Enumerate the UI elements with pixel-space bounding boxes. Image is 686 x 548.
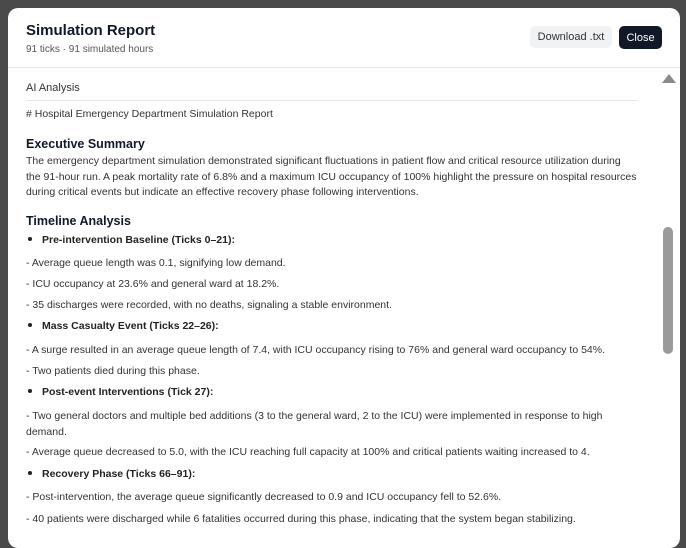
report-modal <box>8 8 680 548</box>
bullet-icon <box>28 389 32 393</box>
phase-line: - Average queue decreased to 5.0, with the ICU reaching full capacity at 100% and critical patients waiting increased to 4. <box>26 446 590 458</box>
phase-line: - A surge resulted in an average queue length of 7.4, with ICU occupancy rising to 76% and general ward occupancy to 54%. <box>26 344 606 356</box>
markdown-title: # Hospital Emergency Department Simulation Report <box>26 108 273 120</box>
download-txt-button[interactable]: Download .txt <box>530 26 612 48</box>
phase-line: - Two patients died during this phase. <box>26 365 200 377</box>
report-content <box>26 68 641 548</box>
phase-line: - Two general doctors and multiple bed additions (3 to the general ward, 2 to the ICU) were implemented in response to high demand. <box>26 410 603 438</box>
bullet-icon <box>28 323 32 327</box>
bullet-icon <box>28 471 32 475</box>
phase-title-text: Mass Casualty Event (Ticks 22–26): <box>42 320 219 332</box>
phase-title-text: Recovery Phase (Ticks 66–91): <box>42 468 196 480</box>
phase-line: - ICU occupancy at 23.6% and general ward at 18.2%. <box>26 278 280 290</box>
section-label: AI Analysis <box>26 82 638 101</box>
phase-line: - 40 patients were discharged while 6 fatalities occurred during this phase, indicating that the system began stabilizing. <box>26 513 576 525</box>
executive-summary-text: The emergency department simulation demonstrated significant fluctuations in patient flow and critical resource utilization during the 91-hour run. A peak mortality rate of 6.8% and a maximum ICU occupancy of 100% highlight the pressure on hospital resources during critical events but indicate an effective recovery phase following interventions. <box>26 155 637 198</box>
scroll-up-arrow-icon[interactable] <box>662 74 676 83</box>
modal-title: Simulation Report <box>26 22 156 39</box>
bullet-icon <box>28 237 32 241</box>
modal-header <box>8 8 680 68</box>
phase-line: - Average queue length was 0.1, signifying low demand. <box>26 257 286 269</box>
scrollbar-thumb[interactable] <box>663 227 673 354</box>
phase-title <box>26 468 195 480</box>
phase-title-text: Pre-intervention Baseline (Ticks 0–21): <box>42 234 235 246</box>
phase-title <box>26 234 235 246</box>
phase-title <box>26 386 213 398</box>
phase-title <box>26 320 219 332</box>
phase-line: - Post-intervention, the average queue significantly decreased to 0.9 and ICU occupancy fell to 52.6%. <box>26 491 502 503</box>
phase-line: - 35 discharges were recorded, with no deaths, signaling a stable environment. <box>26 299 392 311</box>
executive-summary-heading: Executive Summary <box>26 137 145 151</box>
phase-title-text: Post-event Interventions (Tick 27): <box>42 386 214 398</box>
close-button[interactable]: Close <box>619 26 662 49</box>
timeline-heading: Timeline Analysis <box>26 214 131 228</box>
modal-subtitle: 91 ticks · 91 simulated hours <box>26 44 154 55</box>
